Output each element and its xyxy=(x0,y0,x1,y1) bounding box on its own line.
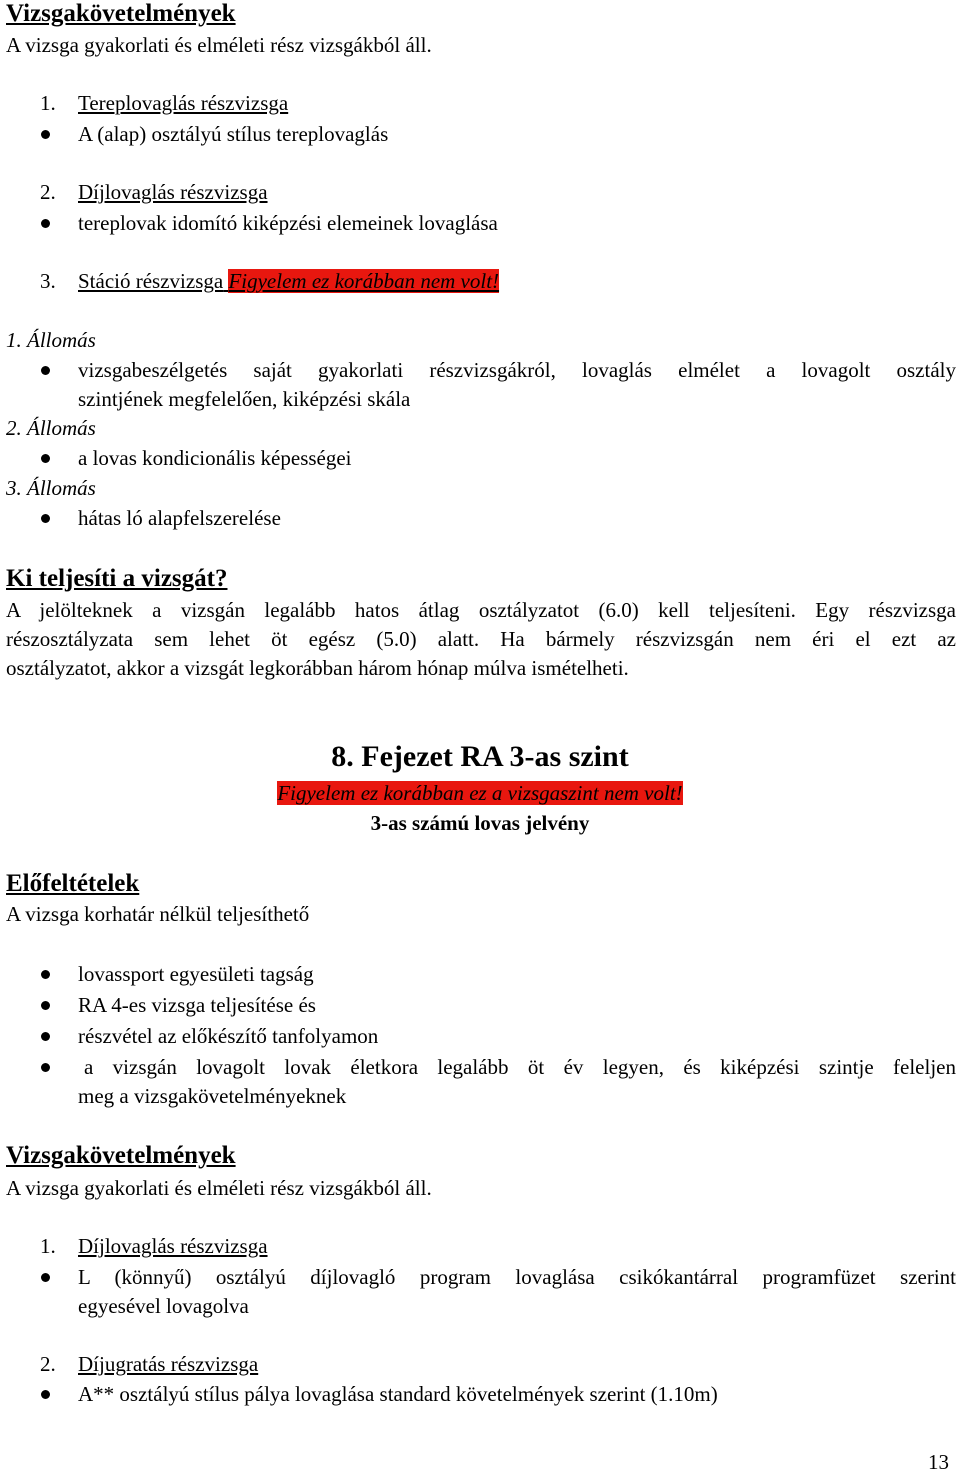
chapter-title: 8. Fejezet RA 3-as szint xyxy=(331,740,629,773)
list-item-cont: meg a vizsgakövetelményeknek xyxy=(78,1084,347,1108)
section-intro: A vizsga gyakorlati és elméleti rész vizsgákból áll. xyxy=(6,1176,432,1200)
list-item: a vizsgán lovagolt lovak életkora legalább öt év legyen, és kiképzési szintje feleljen xyxy=(84,1055,956,1079)
list-item: L (könnyű) osztályú díjlovagló program lovaglása csikókantárral programfüzet szerint xyxy=(78,1265,956,1289)
bullet-icon xyxy=(41,366,50,375)
bullet-icon xyxy=(41,514,50,523)
list-item: lovassport egyesületi tagság xyxy=(78,962,314,986)
item-label: Díjlovaglás részvizsga xyxy=(78,1234,268,1258)
item-number: 2. xyxy=(40,1352,56,1376)
section-intro: A vizsga korhatár nélkül teljesíthető xyxy=(6,902,310,926)
page-number: 13 xyxy=(928,1450,949,1474)
item-number: 2. xyxy=(40,180,56,204)
chapter-note-row xyxy=(0,781,960,806)
item-number: 1. xyxy=(40,1234,56,1258)
item-label: Stáció részvizsga xyxy=(78,269,224,293)
section-heading: Ki teljesíti a vizsgát? xyxy=(6,565,228,592)
bullet-icon xyxy=(41,1273,50,1282)
warning-highlight: Figyelem ez korábban nem volt! xyxy=(228,269,500,293)
bullet-icon xyxy=(41,1390,50,1399)
paragraph-line: részosztályzata sem lehet öt egész (5.0) alatt. Ha bármely részvizsgán nem éri el ezt az xyxy=(6,627,956,651)
item-label: Tereplovaglás részvizsga xyxy=(78,91,289,115)
station-title: 1. Állomás xyxy=(6,328,96,352)
list-item: tereplovak idomító kiképzési elemeinek lovaglása xyxy=(78,211,498,235)
item-number: 3. xyxy=(40,269,56,293)
list-item: A** osztályú stílus pálya lovaglása standard követelmények szerint (1.10m) xyxy=(78,1382,718,1406)
warning-highlight: Figyelem ez korábban ez a vizsgaszint nem volt! xyxy=(277,781,683,805)
item-label: Díjlovaglás részvizsga xyxy=(78,180,268,204)
bullet-icon xyxy=(41,1032,50,1041)
item-number: 1. xyxy=(40,91,56,115)
paragraph-line: A jelölteknek a vizsgán legalább hatos átlag osztályzatot (6.0) kell teljesíteni. Egy részvizsga xyxy=(6,598,956,622)
list-item: vizsgabeszélgetés saját gyakorlati részvizsgákról, lovaglás elmélet a lovagolt osztály xyxy=(78,358,956,382)
paragraph-line: osztályzatot, akkor a vizsgát legkorábban három hónap múlva ismételheti. xyxy=(6,656,629,680)
list-item-cont: szintjének megfelelően, kiképzési skála xyxy=(78,387,411,411)
section-heading: Vizsgakövetelmények xyxy=(6,1142,236,1169)
bullet-icon xyxy=(41,219,50,228)
bullet-icon xyxy=(41,1001,50,1010)
list-item-cont: egyesével lovagolva xyxy=(78,1294,249,1318)
item-label-row xyxy=(78,269,499,294)
bullet-icon xyxy=(41,1063,50,1072)
item-label: Díjugratás részvizsga xyxy=(78,1352,259,1376)
list-item: RA 4-es vizsga teljesítése és xyxy=(78,993,316,1017)
bullet-icon xyxy=(41,970,50,979)
list-item: a lovas kondicionális képességei xyxy=(78,446,352,470)
chapter-subtitle: 3-as számú lovas jelvény xyxy=(370,811,590,835)
section-intro: A vizsga gyakorlati és elméleti rész vizsgákból áll. xyxy=(6,33,432,57)
list-item: hátas ló alapfelszerelése xyxy=(78,506,281,530)
list-item: részvétel az előkészítő tanfolyamon xyxy=(78,1024,379,1048)
section-heading: Előfeltételek xyxy=(6,870,140,897)
bullet-icon xyxy=(41,130,50,139)
station-title: 2. Állomás xyxy=(6,416,96,440)
bullet-icon xyxy=(41,454,50,463)
section-heading: Vizsgakövetelmények xyxy=(6,0,236,27)
station-title: 3. Állomás xyxy=(6,476,96,500)
list-item: A (alap) osztályú stílus tereplovaglás xyxy=(78,122,389,146)
